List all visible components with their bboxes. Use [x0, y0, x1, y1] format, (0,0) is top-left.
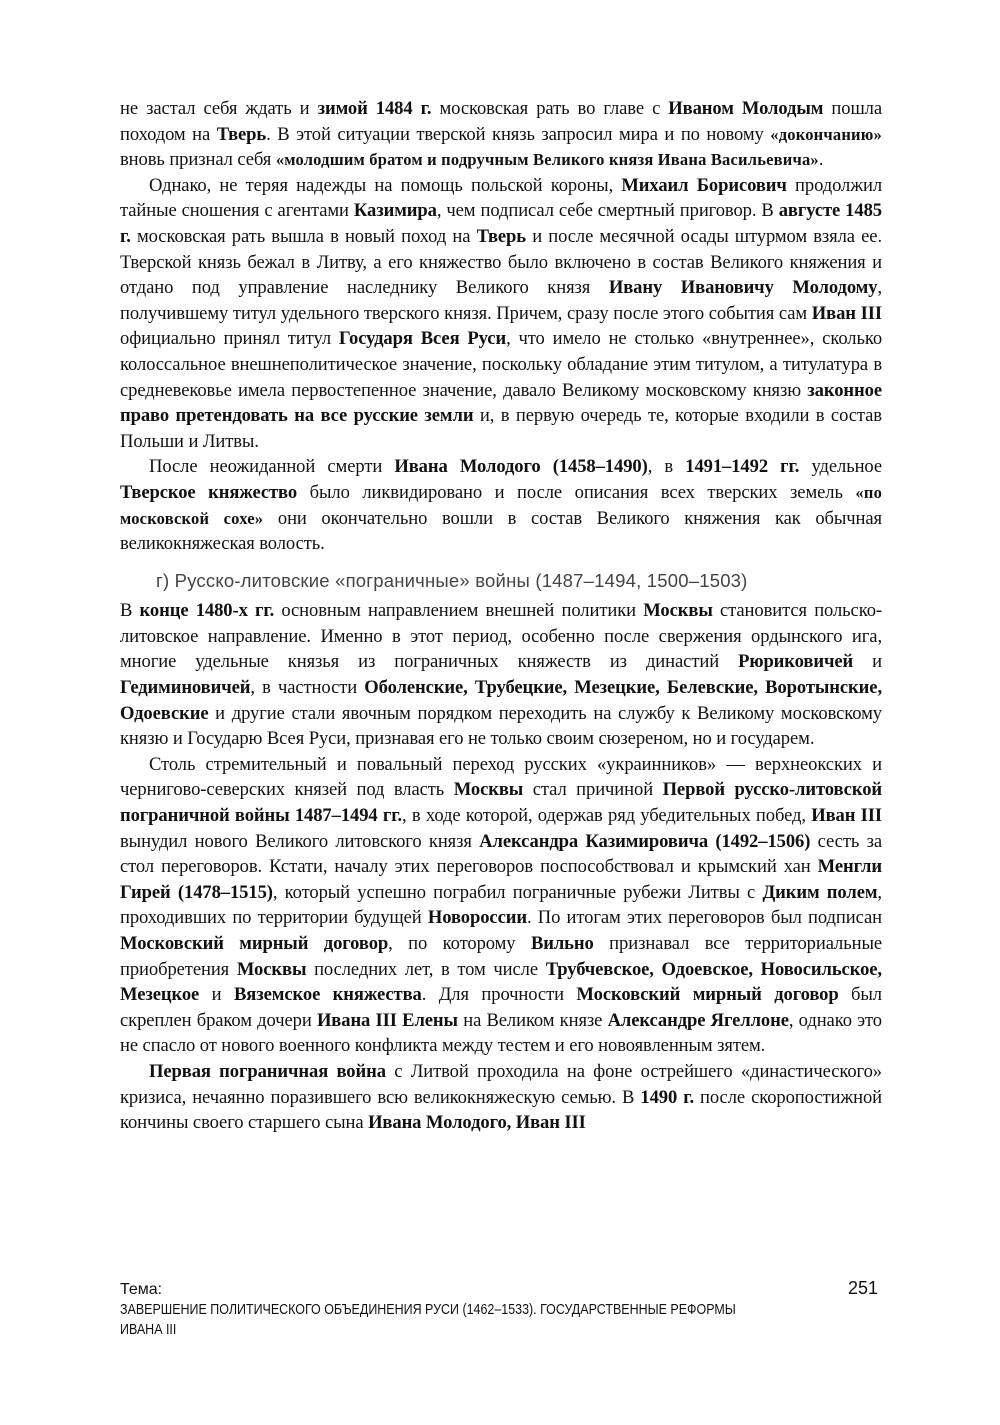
text-run: продолжил тайные сношения с агентами	[120, 174, 882, 222]
bold-text: Тверское княжество	[120, 481, 298, 503]
text-run: , проходивших по территории будущей	[120, 881, 882, 929]
text-run: Однако, не теряя надежды на помощь польской короны,	[149, 174, 622, 196]
bold-text: 1491–1492 гг.	[685, 456, 800, 478]
bold-text: Новороссии	[427, 907, 527, 929]
bold-text: Иван III	[811, 302, 882, 324]
text-run: не застал себя ждать и	[120, 98, 318, 119]
text-run: В	[120, 600, 140, 622]
paragraph	[120, 96, 882, 173]
bold-text: Ивана Молодого (1458–1490)	[394, 456, 648, 478]
bold-text: Первой русско-литовской пограничной войны 1487–1494 гг.	[120, 779, 882, 827]
bold-text: Александра Казимировича (1492–1506)	[479, 830, 811, 852]
bold-text: Менгли Гирей (1478–1515)	[120, 856, 882, 903]
bold-text: конце 1480-х гг.	[139, 600, 275, 622]
text-run: после скоропостижной кончины своего старшего сына	[120, 1086, 882, 1134]
section-heading: г) Русско-литовские «пограничные» войны (1487–1494, 1500–1503)	[156, 569, 748, 591]
text-run: последних лет, в том числе	[306, 958, 546, 980]
bold-text: Тверь	[476, 225, 527, 247]
text-run: был скреплен браком дочери	[120, 984, 882, 1031]
text-run: . В этой ситуации тверской князь запросил мира и по новому	[266, 123, 771, 145]
text-run: , однако это не спасло от нового военного конфликта между тестем и его новоявленным зятем.	[120, 1009, 882, 1057]
bold-text: Московский мирный договор	[576, 984, 839, 1006]
text-run: официально принял титул	[120, 328, 339, 350]
bold-text: Москвы	[643, 600, 713, 622]
text-run: , в частности	[250, 677, 365, 699]
text-run: , что имело не столько «внутреннее», сколько колоссальное внешнеполитическое значение, поскольку обладание этим титулом, а титулатура в средневековье имела первостепенное значение, давало Великому московскому князю	[120, 328, 883, 401]
paragraph	[120, 454, 882, 556]
bold-text: зимой 1484 г.	[317, 98, 432, 119]
bold-text: Александре Ягеллоне	[607, 1009, 789, 1031]
text-run: удельное	[799, 456, 883, 478]
text-run: и после месячной осады штурмом взяла ее. Тверской князь бежал в Литву, а его княжество было включено в состав Великого княжения и отдано под управление наследнику Великого князя	[120, 225, 883, 299]
bold-text: Государя Всея Руси	[338, 328, 507, 350]
bold-text: Оболенские, Трубецкие, Мезецкие, Белевские, Воротынские, Одоевские	[120, 677, 882, 724]
paragraph	[120, 1059, 882, 1136]
bold-text: Иван III	[811, 805, 883, 827]
bold-text: Москвы	[236, 958, 307, 980]
text-run: стал причиной	[523, 779, 663, 801]
old-script-quote: «молодшим братом и подручным Великого князя Ивана Васильевича»	[275, 150, 819, 170]
text-run: они окончательно вошли в состав Великого княжения как обычная великокняжеская волость.	[120, 507, 883, 555]
text-run: , по которому	[388, 933, 531, 954]
text-run: вынудил нового Великого литовского князя	[120, 830, 480, 852]
old-script-quote: «докончанию»	[770, 124, 882, 144]
bold-text: Первая пограничная война	[149, 1060, 386, 1082]
text-run: Столь стремительный и повальный переход русских «украинников» — верхнеокских и чернигово-северских князей под власть	[120, 753, 882, 801]
text-run: основным направлением внешней политики	[274, 600, 644, 622]
text-run: , в	[647, 456, 686, 478]
text-run: с Литвой проходила на фоне острейшего «династического» кризиса, нечаянно поразившего всю великокняжескую семью. В	[120, 1060, 882, 1108]
bold-text: Тверь	[216, 123, 267, 145]
text-run: пошла походом на	[120, 98, 882, 145]
bold-text: Ивану Ивановичу Молодому	[608, 277, 878, 299]
bold-text: законное право претендовать на все русские земли	[120, 379, 882, 427]
bold-text: Вяземское княжества	[234, 984, 422, 1006]
footer-topic-label: Тема:	[120, 1281, 163, 1298]
text-run: и, в первую очередь те, которые входили в состав Польши и Литвы.	[120, 405, 882, 452]
text-run: вновь признал себя	[120, 149, 276, 171]
text-run: После неожиданной смерти	[149, 456, 395, 478]
page-body	[120, 96, 882, 1136]
bold-text: Рюриковичей	[738, 651, 854, 673]
text-run: и	[199, 984, 234, 1006]
text-run: и другие стали явочным порядком переходить на службу к Великому московскому князю и Государю Всея Руси, признавая его не только своим сюзереном, но и государем.	[120, 702, 882, 750]
footer-topic-title-continued: ИВАНА III	[120, 1322, 177, 1338]
bold-text: августе 1485 г.	[120, 200, 882, 247]
bold-text: 1490 г.	[640, 1086, 694, 1108]
bold-text: Иваном Молодым	[668, 98, 824, 119]
bold-text: Вильно	[530, 933, 594, 954]
bold-text: Диким полем	[762, 881, 878, 903]
text-run: . Для прочности	[421, 984, 577, 1006]
text-run: .	[818, 149, 824, 171]
text-run: признавал все территориальные приобретения	[120, 933, 882, 980]
bold-text: Москвы	[453, 779, 524, 801]
bold-text: Казимира	[353, 200, 437, 222]
footer-topic-title: ЗАВЕРШЕНИЕ ПОЛИТИЧЕСКОГО ОБЪЕДИНЕНИЯ РУСИ (1462–1533). ГОСУДАРСТВЕННЫЕ РЕФОРМЫ	[120, 1302, 736, 1318]
text-run: сесть за стол переговоров. Кстати, началу этих переговоров поспособствовал и крымский хан	[120, 830, 882, 878]
text-run: , чем подписал себе смертный приговор. В	[436, 200, 779, 222]
text-run: и	[853, 651, 882, 673]
text-run: , в ходе которой, одержав ряд убедительных побед,	[402, 805, 812, 827]
bold-text: Ивана Молодого, Иван III	[368, 1112, 586, 1134]
text-run: на Великом князе	[457, 1009, 608, 1031]
text-run: становится польско-литовское направление. Именно в этот период, особенно после свержения ордынского ига, многие удельные князья из пограничных княжеств из династий	[120, 600, 882, 673]
paragraph	[120, 598, 882, 752]
bold-text: Трубчевское, Одоевское, Новосильское, Мезецкое	[120, 958, 882, 1006]
text-run: , получившему титул удельного тверского князя. Причем, сразу после этого события сам	[120, 277, 882, 324]
page-footer	[120, 1280, 882, 1340]
bold-text: Московский мирный договор	[120, 933, 389, 954]
text-run: московская рать вышла в новый поход на	[130, 225, 477, 247]
text-run: было ликвидировано и после описания всех тверских земель	[297, 481, 856, 503]
paragraph	[120, 752, 882, 1059]
bold-text: Ивана III Елены	[316, 1009, 458, 1031]
text-run: . По итогам этих переговоров был подписан	[526, 907, 882, 929]
bold-text: Михаил Борисович	[621, 174, 787, 196]
page-number: 251	[847, 1278, 878, 1298]
old-script-quote: «по московской сохе»	[120, 482, 883, 528]
paragraph	[120, 173, 882, 455]
text-run: , который успешно пограбил пограничные рубежи Литвы с	[272, 881, 763, 903]
text-run: московская рать во главе с	[431, 98, 669, 119]
bold-text: Гедиминовичей	[120, 677, 251, 699]
